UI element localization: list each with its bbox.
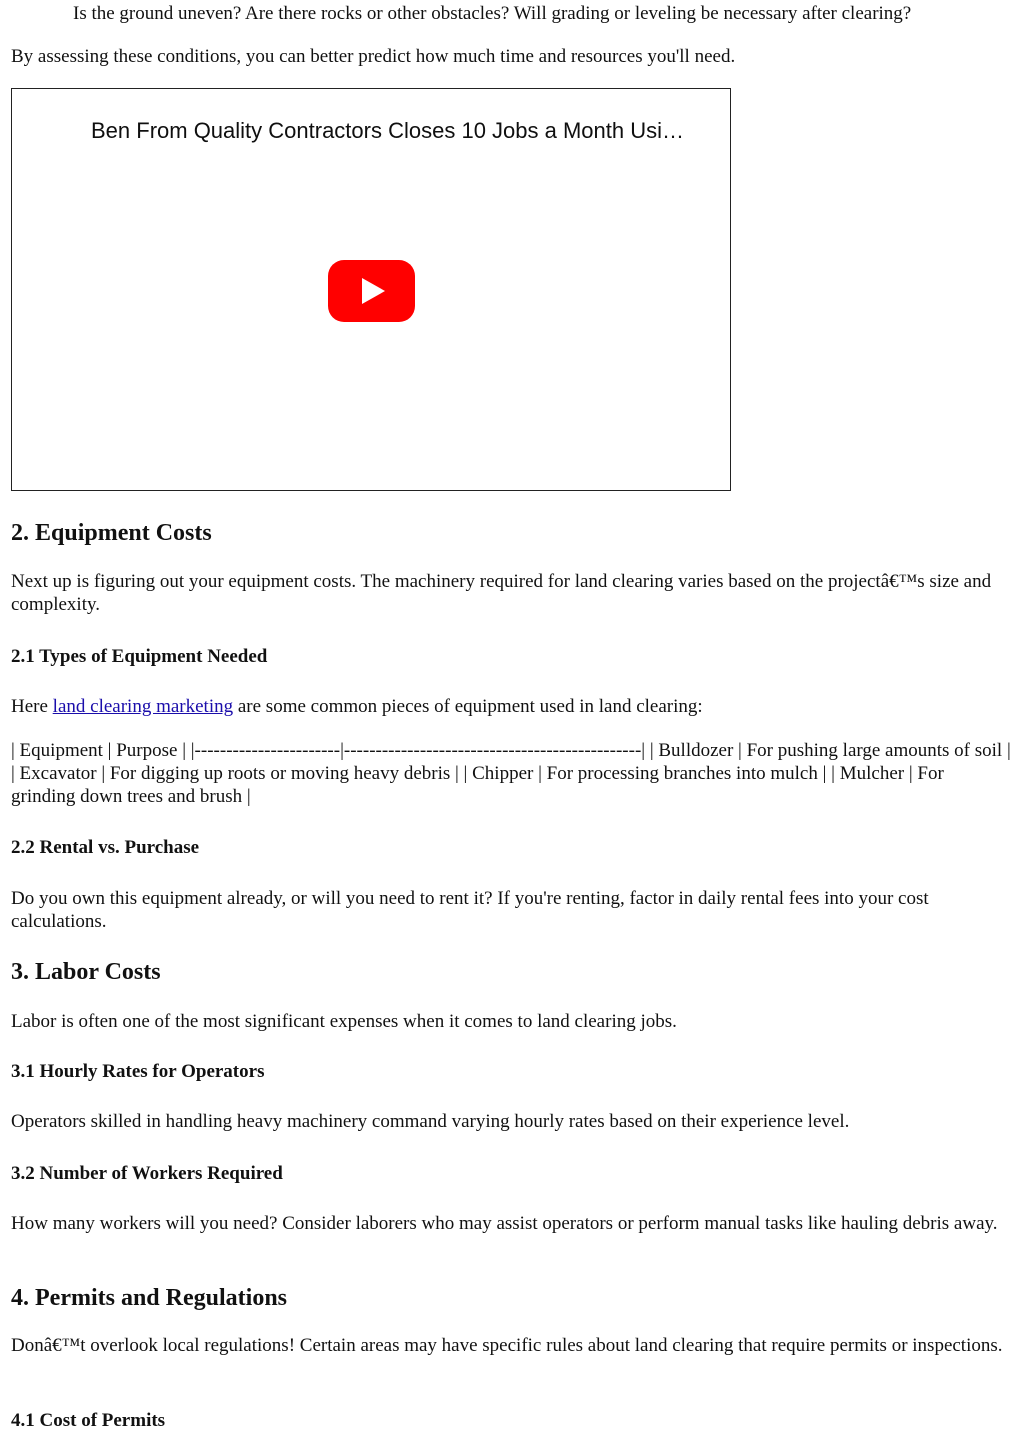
hourly-rates-text: Operators skilled in handling heavy machinery command varying hourly rates based on their experience level.: [11, 1111, 850, 1132]
rental-text: Do you own this equipment already, or will you need to rent it? If you're renting, factor in daily rental fees into your cost calculations.: [11, 888, 929, 932]
section-heading-labor: 3. Labor Costs: [11, 959, 161, 985]
subheading-cost-of-permits: 4.1 Cost of Permits: [11, 1410, 166, 1431]
equipment-intro-text: Next up is figuring out your equipment costs. The machinery required for land clearing varies based on the projectâ€™s size and complexity.: [11, 571, 992, 615]
equipment-table-text: | Equipment | Purpose | |-----------------------|-----------------------------------------------| | Bulldozer | For pushing large amounts of soil | | Excavator | For digging up roots or moving heavy debris | | Chipper | For processing branches into mulch | | Mulcher | For grinding down trees and brush |: [11, 740, 1011, 807]
subheading-hourly-rates: 3.1 Hourly Rates for Operators: [11, 1061, 265, 1082]
land-clearing-marketing-link[interactable]: land clearing marketing: [52, 696, 234, 717]
intro-assess-text: By assessing these conditions, you can better predict how much time and resources you'll need.: [11, 46, 736, 67]
labor-intro-text: Labor is often one of the most significant expenses when it comes to land clearing jobs.: [11, 1011, 677, 1032]
permits-intro-text: Donâ€™t overlook local regulations! Certain areas may have specific rules about land clearing that require permits or inspections.: [11, 1335, 1003, 1356]
workers-text: How many workers will you need? Consider laborers who may assist operators or perform manual tasks like hauling debris away.: [11, 1213, 998, 1234]
section-heading-equipment: 2. Equipment Costs: [11, 520, 212, 546]
subheading-number-of-workers: 3.2 Number of Workers Required: [11, 1163, 283, 1184]
intro-questions-text: Is the ground uneven? Are there rocks or other obstacles? Will grading or leveling be necessary after clearing?: [73, 3, 912, 24]
section-heading-permits: 4. Permits and Regulations: [11, 1285, 287, 1311]
equipment-types-text: Here land clearing marketing are some common pieces of equipment used in land clearing:: [11, 696, 703, 717]
youtube-play-icon[interactable]: [328, 260, 415, 322]
video-title[interactable]: Ben From Quality Contractors Closes 10 Jobs a Month Usi…: [91, 118, 685, 143]
subheading-types-of-equipment: 2.1 Types of Equipment Needed: [11, 646, 268, 667]
subheading-rental-vs-purchase: 2.2 Rental vs. Purchase: [11, 837, 200, 858]
